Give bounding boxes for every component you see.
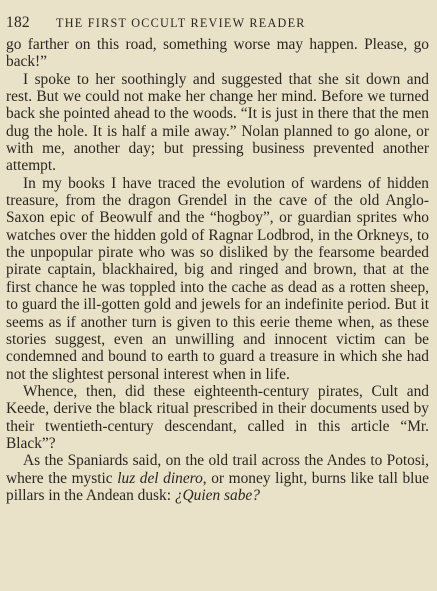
paragraph-3: In my books I have traced the evolution of wardens of hidden treasure, from the dragon Grendel in the cave of the old Anglo-Saxon epic of Beowulf and the “hogboy”, or guardian sprites who watches over the hidden gold of Ragnar Lodbrod, in the Orkneys, to the unpopular pirate who was so disliked by the fearsome bearded pirate captain, blackhaired, big and ringed and brown, that at the first chance he was toppled into the cache as dead as a rotten sheep, to guard the ill-gotten gold and jewels for an indefinite period. But it seems as if another turn is given to this eerie theme when, as these stories suggest, even an unwilling and innocent victim can be condemned and bound to earth to guard a treasure in which she had not the slightest personal interest when in life.: [6, 174, 429, 383]
paragraph-5-text-a: As the Spaniards said, on the old trail across the Andes to Potosi, where the mystic: [6, 452, 429, 487]
paragraph-1: go farther on this road, something worse may happen. Please, go back!”: [6, 36, 429, 71]
paragraph-5-italic-phrase: luz del dinero: [117, 469, 203, 487]
paragraph-4: Whence, then, did these eighteenth-century pirates, Cult and Keede, derive the black ritual prescribed in their documents used by their twentieth-century descendant, called in this article “Mr. Black”?: [6, 382, 429, 452]
paragraph-2: I spoke to her soothingly and suggested that she sit down and rest. But we could not make her change her mind. Before we turned back she pointed ahead to the woods. “It is just in there that the men dug the hole. It is half a mile away.” Nolan planned to go alone, or with me, another day; but pressing business prevented another attempt.: [6, 70, 429, 175]
paragraph-5-text-b: , or money light, burns like tall blue pillars in the Andean dusk:: [6, 469, 429, 504]
running-head: THE FIRST OCCULT REVIEW READER: [56, 16, 306, 30]
page-header: [6, 12, 429, 34]
paragraph-5: [6, 452, 429, 504]
paragraph-5-italic-end: ¿Quien sabe?: [174, 486, 260, 504]
page-number: 182: [6, 14, 30, 31]
body-text: [6, 36, 429, 504]
